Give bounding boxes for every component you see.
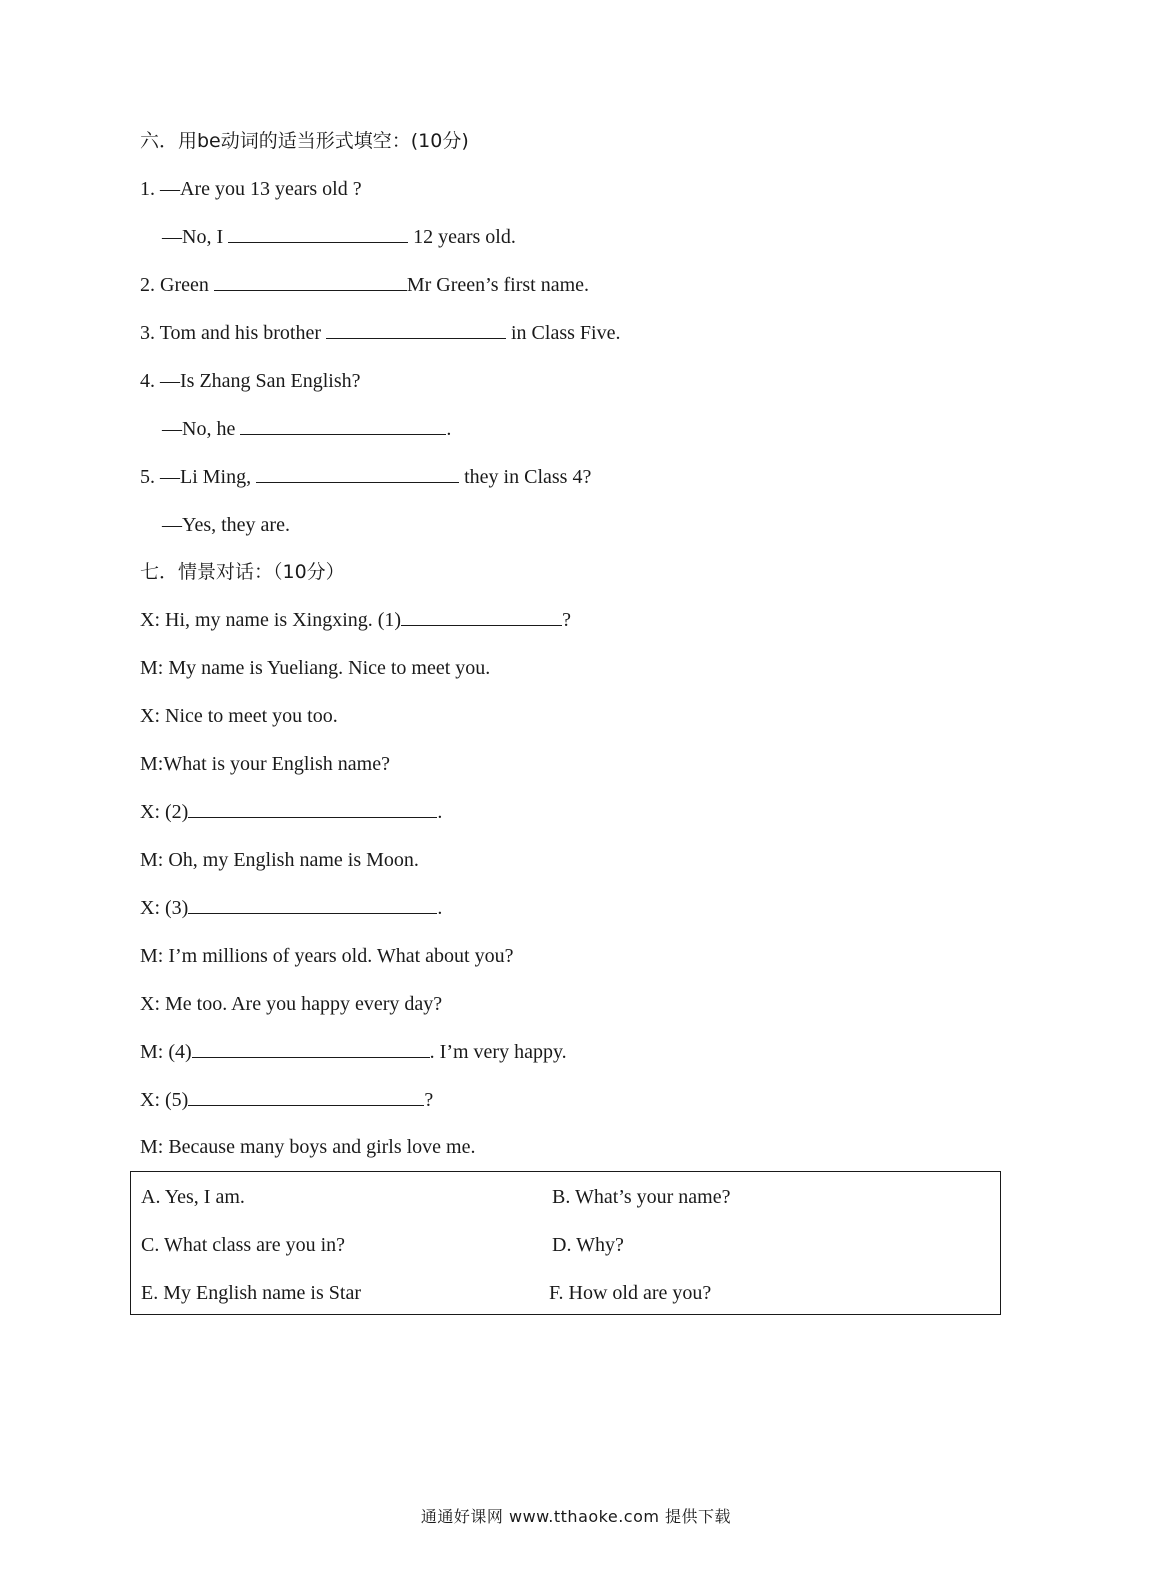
- question-4-answer: [162, 417, 451, 441]
- option-f: F. How old are you?: [549, 1282, 712, 1304]
- options-box: [130, 1171, 1001, 1315]
- footer-watermark: 通通好课网 www.tthaoke.com 提供下载: [420, 1507, 732, 1526]
- option-c: C. What class are you in?: [141, 1234, 346, 1256]
- section-6-heading: 六．用be动词的适当形式填空：(10分): [140, 130, 469, 152]
- question-3: [140, 321, 620, 345]
- dialogue-line-7: [140, 896, 442, 920]
- dialogue-line-8: M: I’m millions of years old. What about you?: [140, 945, 514, 967]
- question-1-answer-post: 12 years old.: [413, 226, 516, 248]
- dialogue-line-10-post: . I’m very happy.: [429, 1041, 567, 1063]
- dialogue-line-1-pre: X: Hi, my name is Xingxing. (1): [140, 609, 402, 631]
- dialogue-line-1: [140, 608, 571, 632]
- dialogue-line-5-pre: X: (2): [140, 801, 189, 823]
- dialogue-line-11-post: ?: [424, 1089, 434, 1111]
- dialogue-blank-5[interactable]: [188, 1088, 424, 1106]
- option-a: A. Yes, I am.: [141, 1186, 245, 1208]
- question-2-pre: 2. Green: [140, 274, 209, 296]
- question-5-pre: 5. —Li Ming,: [140, 466, 252, 488]
- question-4-prompt: 4. —Is Zhang San English?: [140, 370, 361, 392]
- dialogue-line-11-pre: X: (5): [140, 1089, 189, 1111]
- dialogue-blank-4[interactable]: [192, 1040, 430, 1058]
- question-1-prompt: 1. —Are you 13 years old ?: [140, 178, 362, 200]
- question-4-answer-pre: —No, he: [162, 418, 236, 440]
- question-3-post: in Class Five.: [511, 322, 621, 344]
- dialogue-line-12: M: Because many boys and girls love me.: [140, 1136, 476, 1158]
- dialogue-line-9: X: Me too. Are you happy every day?: [140, 993, 443, 1015]
- question-5-post: they in Class 4?: [464, 466, 592, 488]
- dialogue-line-7-pre: X: (3): [140, 897, 189, 919]
- question-1-answer: [162, 225, 516, 249]
- dialogue-line-5-post: .: [437, 801, 443, 823]
- question-1-answer-pre: —No, I: [162, 226, 224, 248]
- dialogue-blank-2[interactable]: [188, 800, 437, 818]
- dialogue-line-1-post: ?: [562, 609, 571, 631]
- dialogue-line-10-pre: M: (4): [140, 1041, 192, 1063]
- dialogue-line-2: M: My name is Yueliang. Nice to meet you.: [140, 657, 491, 679]
- question-3-blank[interactable]: [326, 321, 506, 339]
- option-e: E. My English name is Star: [141, 1282, 361, 1304]
- section-7-heading: 七．情景对话：（10分）: [140, 561, 345, 583]
- question-1-blank[interactable]: [228, 225, 408, 243]
- option-d: D. Why?: [552, 1234, 624, 1256]
- option-b: B. What’s your name?: [552, 1186, 731, 1208]
- dialogue-line-6: M: Oh, my English name is Moon.: [140, 849, 419, 871]
- question-5-answer: —Yes, they are.: [162, 514, 290, 536]
- dialogue-line-10: [140, 1040, 567, 1064]
- dialogue-line-11: [140, 1088, 433, 1112]
- question-3-pre: 3. Tom and his brother: [140, 322, 321, 344]
- question-2-blank[interactable]: [214, 273, 407, 291]
- dialogue-line-7-post: .: [437, 897, 443, 919]
- question-5-blank[interactable]: [256, 465, 459, 483]
- question-2-post: Mr Green’s first name.: [406, 274, 590, 296]
- dialogue-line-3: X: Nice to meet you too.: [140, 705, 338, 727]
- dialogue-blank-1[interactable]: [401, 608, 562, 626]
- question-4-answer-post: .: [446, 418, 452, 440]
- dialogue-line-5: [140, 800, 442, 824]
- question-5: [140, 465, 591, 489]
- question-2: [140, 273, 589, 297]
- dialogue-blank-3[interactable]: [188, 896, 437, 914]
- dialogue-line-4: M:What is your English name?: [140, 753, 390, 775]
- question-4-blank[interactable]: [240, 417, 446, 435]
